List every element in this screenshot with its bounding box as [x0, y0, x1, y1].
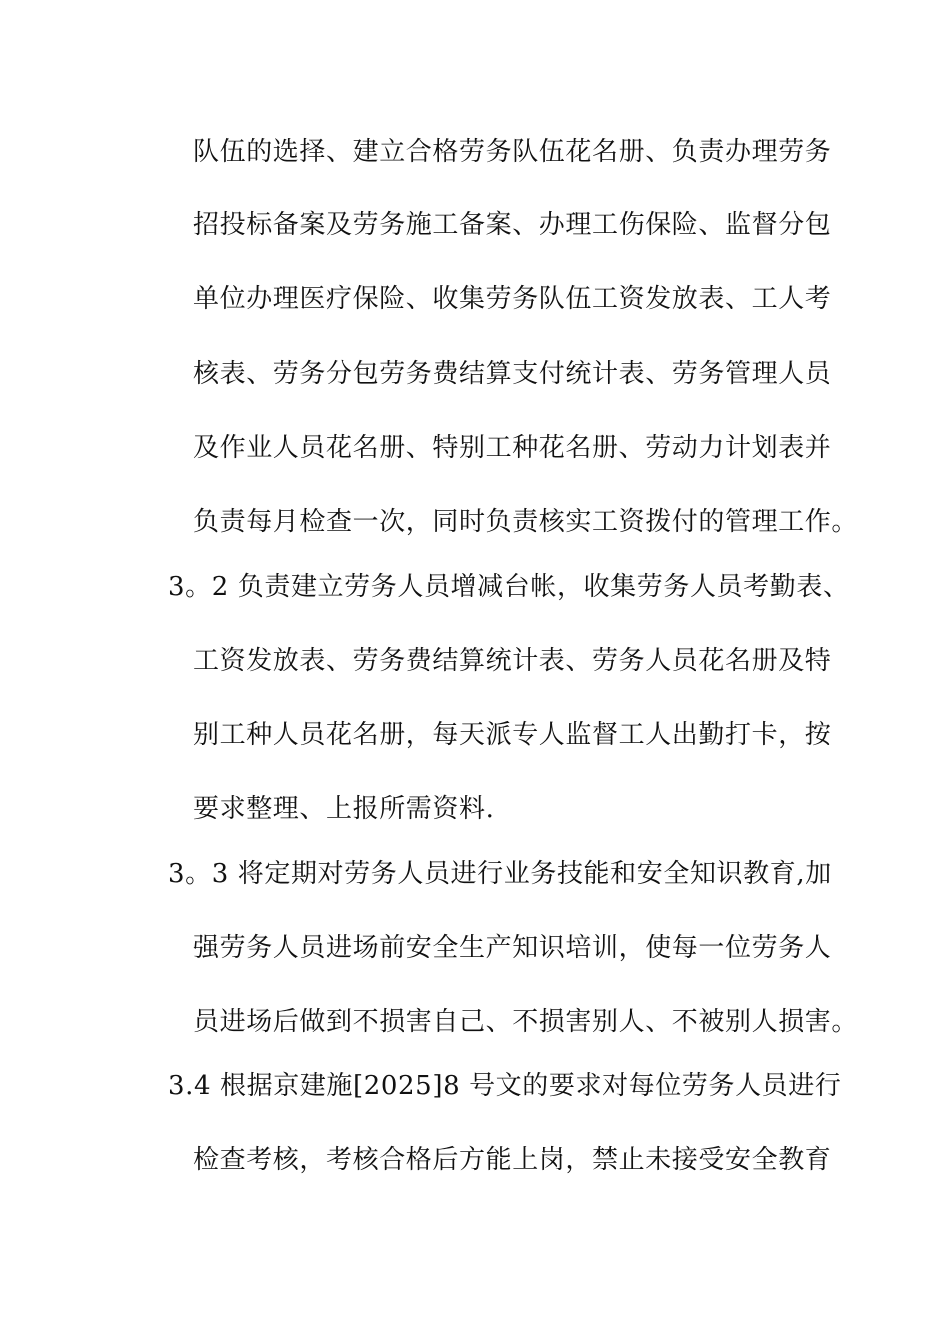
text-line: 要求整理、上报所需资料.: [193, 794, 495, 824]
section-3-4-heading-line: 3.4 根据京建施[2025]8 号文的要求对每位劳务人员进行: [168, 1071, 842, 1101]
text-line: 员进场后做到不损害自己、不损害别人、不被别人损害。: [193, 1007, 859, 1037]
text-line: 负责每月检查一次，同时负责核实工资拨付的管理工作。: [193, 507, 859, 537]
text-line: 招投标备案及劳务施工备案、办理工伤保险、监督分包: [193, 210, 832, 240]
text-line: 单位办理医疗保险、收集劳务队伍工资发放表、工人考: [193, 284, 832, 314]
text-line: 强劳务人员进场前安全生产知识培训，使每一位劳务人: [193, 933, 832, 963]
section-3-3-heading-line: 3。3 将定期对劳务人员进行业务技能和安全知识教育,加: [168, 859, 832, 889]
text-line: 检查考核，考核合格后方能上岗，禁止未接受安全教育: [193, 1145, 832, 1175]
text-line: 别工种人员花名册，每天派专人监督工人出勤打卡，按: [193, 720, 832, 750]
text-line: 及作业人员花名册、特别工种花名册、劳动力计划表并: [193, 433, 832, 463]
section-3-2-heading-line: 3。2 负责建立劳务人员增减台帐，收集劳务人员考勤表、: [168, 572, 850, 602]
text-line: 队伍的选择、建立合格劳务队伍花名册、负责办理劳务: [193, 137, 832, 167]
text-line: 核表、劳务分包劳务费结算支付统计表、劳务管理人员: [193, 359, 832, 389]
text-line: 工资发放表、劳务费结算统计表、劳务人员花名册及特: [193, 646, 832, 676]
